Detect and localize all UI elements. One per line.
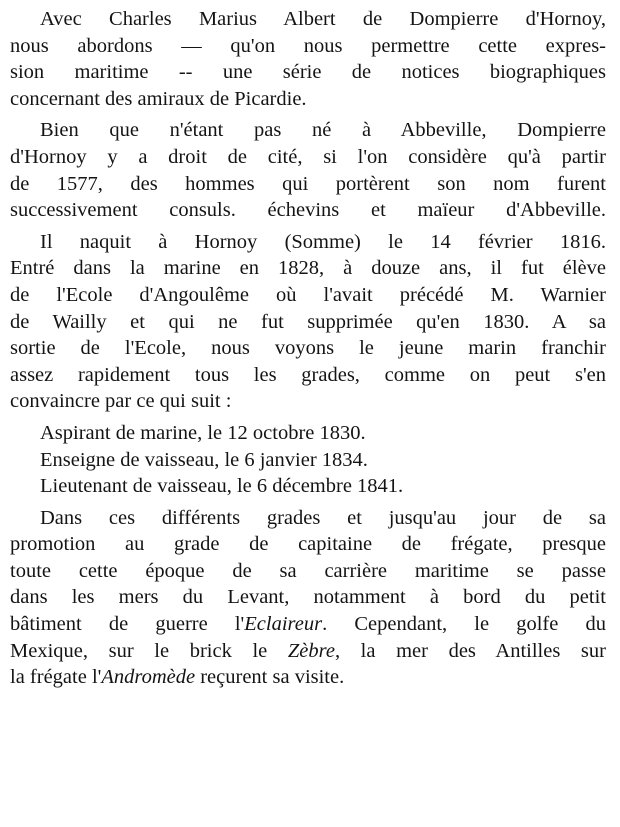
rank-item: Aspirant de marine, le 12 octobre 1830. <box>40 421 366 444</box>
text-line: sion maritime -- une série de notices biographiques <box>10 61 606 84</box>
paragraph-career <box>10 505 606 691</box>
text-line: concernant des amiraux de Picardie. <box>10 87 307 110</box>
text-line: de 1577, des hommes qui portèrent son nom furent <box>10 172 606 195</box>
rank-item: Enseigne de vaisseau, le 6 janvier 1834. <box>40 448 368 471</box>
ship-name: Zèbre <box>287 639 335 662</box>
text-line: promotion au grade de capitaine de frégate, presque <box>10 533 606 556</box>
text-line: Il naquit à Hornoy (Somme) le 14 février 1816. <box>40 230 606 253</box>
text-line: dans les mers du Levant, notamment à bord du petit <box>10 586 606 609</box>
paragraph-birth <box>10 229 606 415</box>
rank-item: Lieutenant de vaisseau, le 6 décembre 1841. <box>40 475 404 498</box>
text-line <box>10 638 606 665</box>
text-line: Avec Charles Marius Albert de Dompierre d'Hornoy, <box>40 8 606 30</box>
text-segment: reçurent sa visite. <box>195 666 345 689</box>
text-segment: la frégate l' <box>10 666 102 689</box>
text-line <box>10 664 606 691</box>
text-line: Entré dans la marine en 1828, à douze ans, il fut élève <box>10 257 606 280</box>
text-line: assez rapidement tous les grades, comme on peut s'en <box>10 363 606 386</box>
paragraph-intro <box>10 6 606 112</box>
text-line: de Wailly et qui ne fut supprimée qu'en 1830. A sa <box>10 310 606 333</box>
text-segment: Mexique, sur le brick le <box>10 639 288 662</box>
ship-name: Eclaireur <box>244 613 323 636</box>
text-line <box>10 611 606 638</box>
text-line: Dans ces différents grades et jusqu'au jour de sa <box>40 506 606 529</box>
text-line: toute cette époque de sa carrière maritime se passe <box>10 559 606 582</box>
ship-name: Andromède <box>101 666 196 689</box>
paragraph-origin <box>10 117 606 223</box>
text-line: successivement consuls. échevins et maïeur d'Abbeville. <box>10 199 606 222</box>
text-line: de l'Ecole d'Angoulême où l'avait précédé M. Warnier <box>10 283 606 306</box>
text-segment: bâtiment de guerre l' <box>10 613 245 636</box>
text-segment: . Cependant, le golfe du <box>322 613 606 636</box>
rank-list <box>10 420 606 500</box>
text-line: Bien que n'étant pas né à Abbeville, Dompierre <box>40 119 606 142</box>
text-segment: , la mer des Antilles sur <box>334 639 606 662</box>
text-line: sortie de l'Ecole, nous voyons le jeune marin franchir <box>10 337 606 360</box>
text-line: nous abordons — qu'on nous permettre cette expres- <box>10 34 606 57</box>
text-line: convaincre par ce qui suit : <box>10 390 232 413</box>
text-line: d'Hornoy y a droit de cité, si l'on considère qu'à partir <box>10 145 606 168</box>
